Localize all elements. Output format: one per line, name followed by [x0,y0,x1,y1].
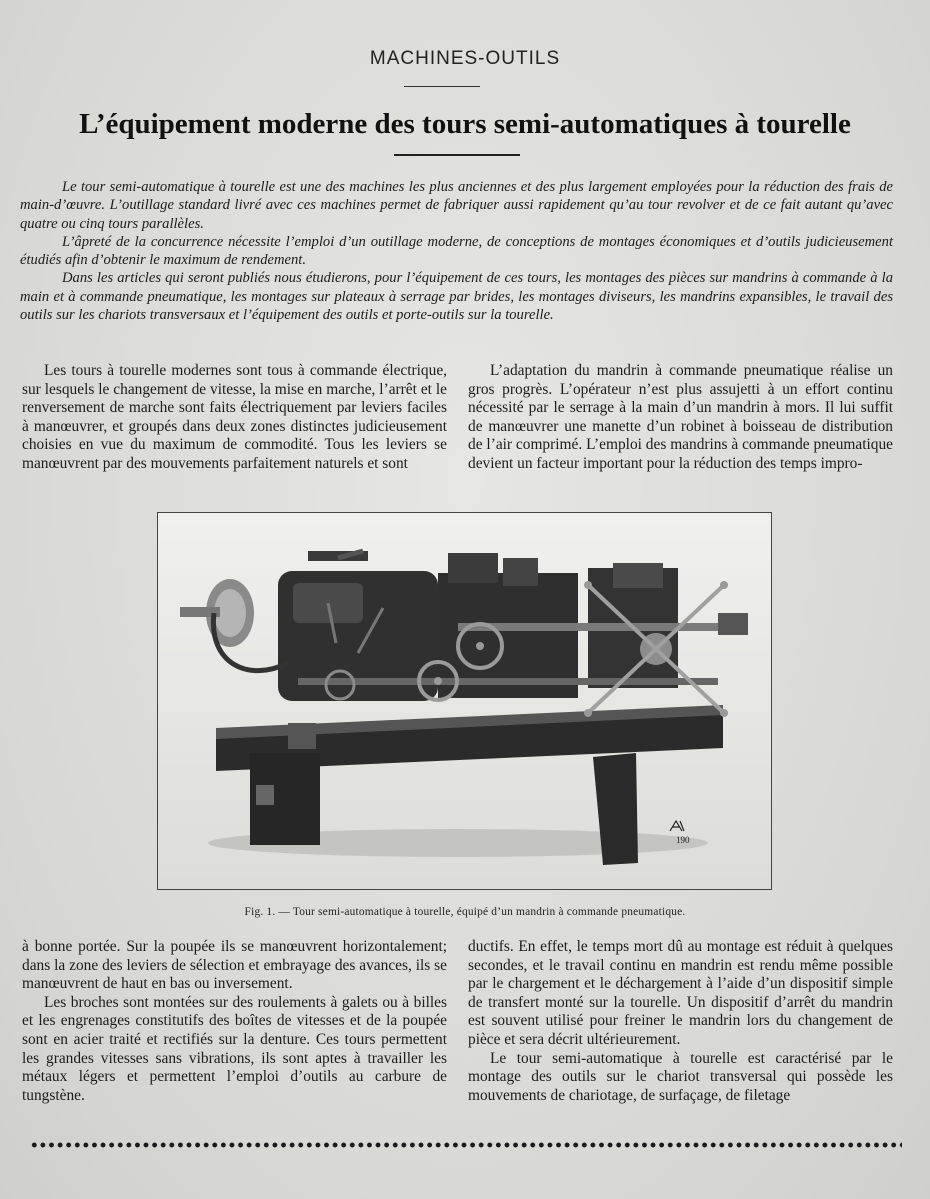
intro-abstract [20,178,893,324]
body-paragraph: Les tours à tourelle modernes sont tous à commande électrique, sur lesquels le changement de vitesse, la mise en marche, l’arrêt et le renversement de marche sont faits électriquement par leviers faciles à manœuvrer, et groupés dans deux zones distinctes judicieusement choisies en vue du maximum de commodité. Tous les leviers se manœuvrent par des mouvements parfaitement naturels et sont [22,362,447,472]
column-bottom-right [468,938,893,1105]
intro-paragraph: Le tour semi-automatique à tourelle est une des machines les plus anciennes et des plus largement employées pour la réduction des frais de main-d’œuvre. L’outillage standard livré avec ces machines permet de fabriquer aussi rapidement qu’au tour revolver et de ce fait autant qu’avec quatre ou cinq tours parallèles. [20,179,893,232]
intro-paragraph: L’âpreté de la concurrence nécessite l’emploi d’un outillage moderne, de conceptions de montages économiques et d’outils judicieusement étudiés afin d’obtenir le maximum de rendement. [20,233,893,269]
section-heading: MACHINES-OUTILS [369,48,561,69]
body-paragraph: Les broches sont montées sur des roulements à galets ou à billes et les engrenages constitutifs des boîtes de vitesses et de la poupée sont en acier traité et rectifiés sur la denture. Ces tours permettent les grandes vitesses sans vibrations, ils sont aptes à travailler les métaux légers et permettent l’emploi d’outils au carbure de tungstène. [22,993,447,1104]
title-rule [394,154,520,156]
body-paragraph: L’adaptation du mandrin à commande pneumatique réalise un gros progrès. L’opérateur n’est plus assujetti à un effort continu nécessité par le serrage à la main d’un mandrin à mors. Il lui suffit de manœuvrer une manette d’un robinet à boisseau de distribution de l’air comprimé. L’emploi des mandrins à commande pneumatique devient un facteur important pour la réduction des temps impro- [468,362,893,472]
column-top-left [22,362,447,474]
section-rule [404,86,480,87]
column-bottom-left [22,938,447,1105]
figure-caption: Fig. 1. — Tour semi-automatique à tourelle, équipé d’un mandrin à commande pneumatique. [244,906,686,918]
article-title: L’équipement moderne des tours semi-automatiques à tourelle [79,108,851,140]
body-paragraph: ductifs. En effet, le temps mort dû au montage est réduit à quelques secondes, et le travail continu en mandrin est rendu même possible par le chargement et le déchargement à l’aide d’un dispositif simple de transfert monté sur la tourelle. Un dispositif d’arrêt du mandrin est souvent utilisé pour freiner le mandrin lors du changement de pièce et sera décrit ultérieurement. [468,938,893,1048]
body-paragraph: à bonne portée. Sur la poupée ils se manœuvrent horizontalement; dans la zone des leviers de sélection et embrayage des avances, ils se manœuvrent de haut en bas ou inversement. [22,938,447,993]
dotted-rule [30,1141,902,1149]
lathe-photo [157,512,772,890]
figure-number: 190 [676,835,690,845]
column-top-right [468,362,893,474]
intro-paragraph: Dans les articles qui seront publiés nous étudierons, pour l’équipement de ces tours, les montages des pièces sur mandrins à commande à la main et à commande pneumatique, les montages sur plateaux à serrage par brides, les montages diviseurs, les mandrins expansibles, le travail des outils sur les chariots transversaux et l’équipement des outils et porte-outils sur la tourelle. [20,270,893,324]
body-paragraph: Le tour semi-automatique à tourelle est caractérisé par le montage des outils sur le chariot transversal qui possède les mouvements de chariotage, de surfaçage, de filetage [468,1049,893,1104]
